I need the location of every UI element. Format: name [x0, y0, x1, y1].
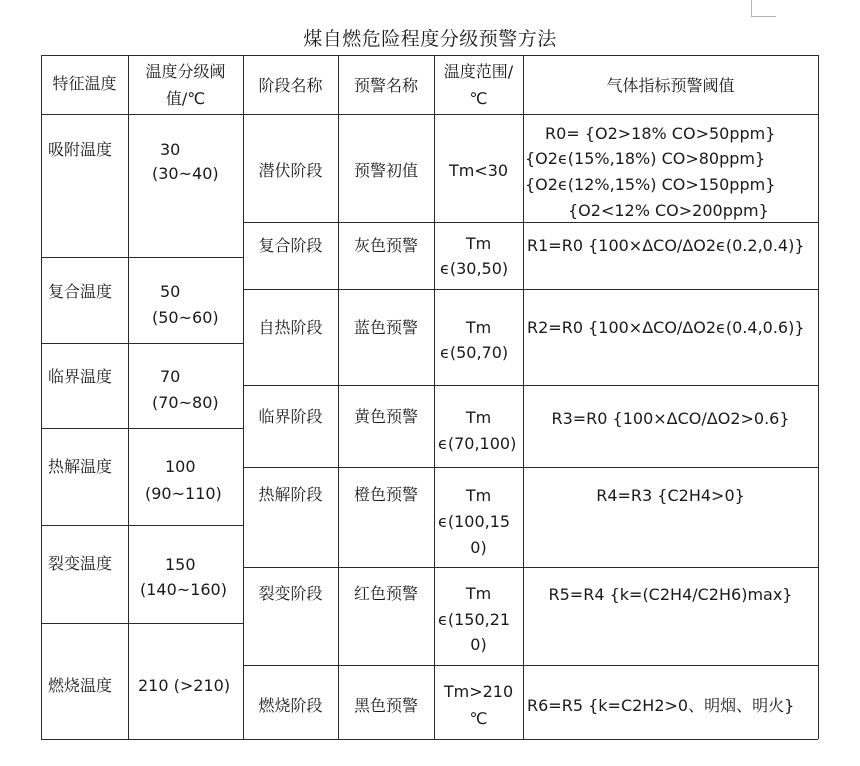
feature-value: 70: [160, 367, 181, 386]
temp-range-cont: ϵ(30,50): [440, 259, 509, 278]
stage-name: 复合阶段: [258, 236, 323, 255]
gas-r0-line: {O2ϵ(12%,15%) CO>150ppm}: [525, 175, 776, 194]
temp-range-cont: 0): [470, 635, 487, 654]
feature-name: 吸附温度: [48, 140, 113, 159]
temp-range: Tm: [465, 584, 492, 603]
warning-name: 黑色预警: [353, 696, 418, 715]
stage-name: 裂变阶段: [258, 584, 323, 603]
feature-value: 50: [160, 282, 181, 301]
gas-r0-line: {O2ϵ(15%,18%) CO>80ppm}: [525, 149, 766, 168]
feature-name: 燃烧温度: [48, 676, 113, 695]
feature-name: 临界温度: [48, 367, 113, 386]
warning-name: 蓝色预警: [353, 318, 418, 337]
header-threshold-line1: 温度分级阈: [145, 62, 226, 81]
feature-range: (50~60): [152, 308, 219, 327]
stage-name: 燃烧阶段: [258, 696, 323, 715]
gas-r4: R4=R3 {C2H4>0}: [596, 486, 745, 505]
header-threshold-line2: 值/℃: [165, 89, 206, 108]
stage-name: 潜伏阶段: [258, 161, 323, 180]
temp-range-cont: ϵ(150,21: [438, 610, 511, 629]
temp-range-cont: ϵ(70,100): [438, 434, 517, 453]
gas-r3: R3=R0 {100×ΔCO/ΔO2>0.6}: [551, 409, 790, 428]
header-range-line2: ℃: [469, 89, 488, 108]
temp-range: Tm: [465, 234, 492, 253]
feature-range: (70~80): [152, 393, 219, 412]
feature-name: 复合温度: [48, 282, 113, 301]
feature-range: (140~160): [140, 580, 227, 599]
stage-name: 临界阶段: [258, 407, 323, 426]
feature-name: 裂变温度: [48, 554, 113, 573]
feature-value: 100: [165, 457, 196, 476]
header-stage-name: 阶段名称: [258, 76, 323, 95]
temp-range: Tm: [465, 318, 492, 337]
feature-range: (90~110): [145, 484, 222, 503]
temp-range: Tm<30: [448, 161, 509, 180]
temp-range-cont: ℃: [469, 709, 488, 728]
feature-value: 210 (>210): [138, 676, 231, 695]
temp-range-cont: ϵ(100,15: [438, 512, 511, 531]
header-range-line1: 温度范围/: [443, 62, 514, 81]
feature-value: 150: [165, 555, 196, 574]
header-warning-name: 预警名称: [353, 76, 418, 95]
stage-name: 自热阶段: [258, 318, 323, 337]
header-gas-indicator: 气体指标预警阈值: [606, 76, 735, 95]
gas-r2: R2=R0 {100×ΔCO/ΔO2ϵ(0.4,0.6)}: [527, 318, 805, 337]
temp-range-cont: 0): [470, 538, 487, 557]
gas-r0-line: {O2<12% CO>200ppm}: [568, 201, 769, 220]
warning-name: 橙色预警: [353, 485, 418, 504]
stage-name: 热解阶段: [258, 485, 323, 504]
warning-name: 预警初值: [353, 161, 418, 180]
gas-r5: R5=R4 {k=(C2H4/C2H6)max}: [548, 585, 793, 604]
gas-r6: R6=R5 {k=C2H2>0、明烟、明火}: [527, 696, 795, 715]
feature-range: (30~40): [152, 164, 219, 183]
gas-r1: R1=R0 {100×ΔCO/ΔO2ϵ(0.2,0.4)}: [527, 236, 805, 255]
warning-name: 灰色预警: [353, 236, 418, 255]
temp-range: Tm>210: [443, 682, 514, 701]
temp-range-cont: ϵ(50,70): [440, 343, 509, 362]
header-feature-temp: 特征温度: [52, 74, 117, 93]
temp-range: Tm: [465, 486, 492, 505]
table-title: 煤自燃危险程度分级预警方法: [303, 28, 557, 50]
feature-value: 30: [160, 140, 181, 159]
temp-range: Tm: [465, 408, 492, 427]
feature-name: 热解温度: [48, 457, 113, 476]
page-corner-fold: [751, 0, 776, 17]
warning-name: 黄色预警: [353, 407, 418, 426]
warning-name: 红色预警: [353, 584, 418, 603]
gas-r0-line: R0= {O2>18% CO>50ppm}: [545, 124, 776, 143]
